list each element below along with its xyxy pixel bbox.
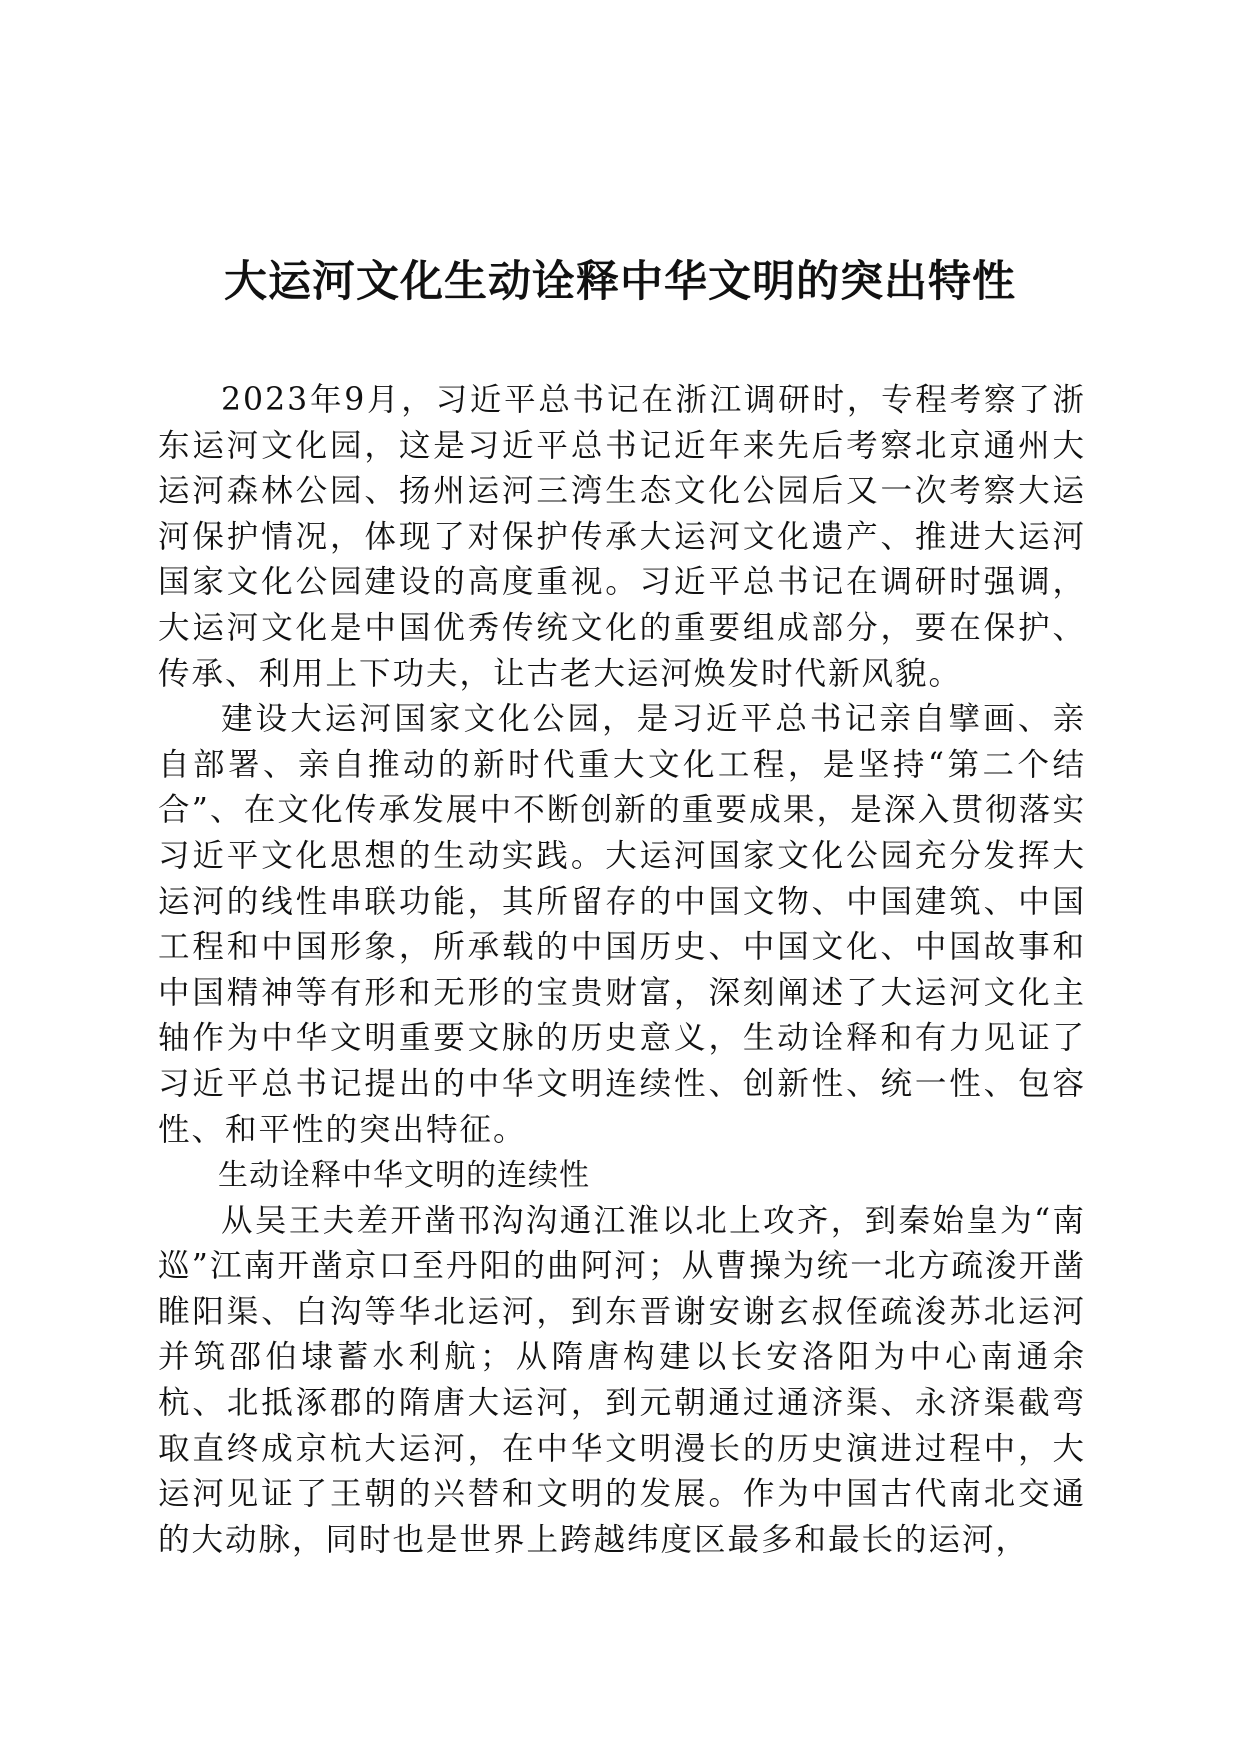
paragraph-continuity: 从吴王夫差开凿邗沟沟通江淮以北上攻齐，到秦始皇为“南巡”江南开凿京口至丹阳的曲阿河；从曹操为统一北方疏浚开凿睢阳渠、白沟等华北运河，到东晋谢安谢玄叔侄疏浚苏北运河并筑邵伯埭蓄水利航；从隋唐构建以长安洛阳为中心南通余杭、北抵涿郡的隋唐大运河，到元朝通过通济渠、永济渠截弯取直终成京杭大运河，在中华文明漫长的历史演进过程中，大运河见证了王朝的兴替和文明的发展。作为中国古代南北交通的大动脉，同时也是世界上跨越纬度区最多和最长的运河， (158, 1202, 1086, 1558)
paragraph-intro: 2023年9月，习近平总书记在浙江调研时，专程考察了浙东运河文化园，这是习近平总书记近年来先后考察北京通州大运河森林公园、扬州运河三湾生态文化公园后又一次考察大运河保护情况，体现了对保护传承大运河文化遗产、推进大运河国家文化公园建设的高度重视。习近平总书记在调研时强调，大运河文化是中国优秀传统文化的重要组成部分，要在保护、传承、利用上下功夫，让古老大运河焕发时代新风貌。 (158, 382, 1086, 692)
paragraph-park: 建设大运河国家文化公园，是习近平总书记亲自擘画、亲自部署、亲自推动的新时代重大文化工程，是坚持“第二个结合”、在文化传承发展中不断创新的重要成果，是深入贯彻落实习近平文化思想的生动实践。大运河国家文化公园充分发挥大运河的线性串联功能，其所留存的中国文物、中国建筑、中国工程和中国形象，所承载的中国历史、中国文化、中国故事和中国精神等有形和无形的宝贵财富，深刻阐述了大运河文化主轴作为中华文明重要文脉的历史意义，生动诠释和有力见证了习近平总书记提出的中华文明连续性、创新性、统一性、包容性、和平性的突出特征。 (158, 701, 1086, 1148)
section-heading: 生动诠释中华文明的连续性 (218, 1158, 590, 1194)
document-body (158, 378, 1086, 1563)
document-title: 大运河文化生动诠释中华文明的突出特性 (224, 257, 1016, 307)
